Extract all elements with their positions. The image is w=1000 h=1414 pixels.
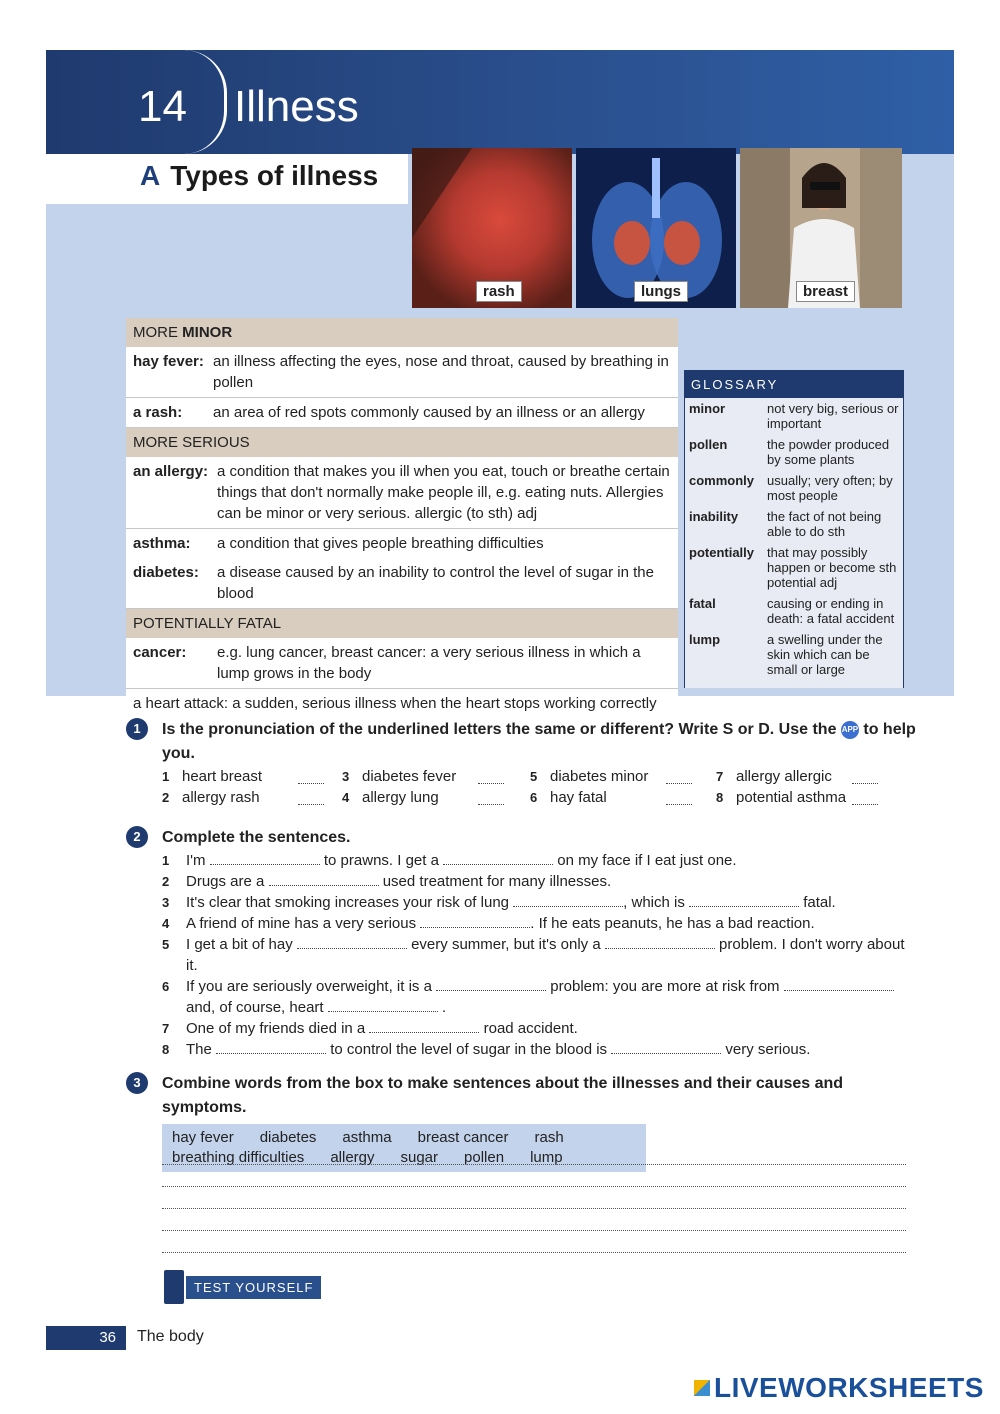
- sentence: 2 Drugs are a used treatment for many illnesses.: [162, 873, 612, 890]
- answer-blank[interactable]: [513, 892, 623, 907]
- notebook-icon: [164, 1270, 184, 1304]
- glossary-list: [685, 398, 903, 688]
- pron-item: 7 allergy allergic: [716, 768, 906, 785]
- test-yourself-button[interactable]: TEST YOURSELF: [164, 1270, 321, 1304]
- sentence: 8 The to control the level of sugar in the blood is very serious.: [162, 1041, 811, 1058]
- answer-blank[interactable]: [298, 790, 324, 805]
- pron-item: 3 diabetes fever: [342, 768, 530, 785]
- photo-label-lungs: lungs: [634, 281, 688, 302]
- answer-line[interactable]: [162, 1186, 906, 1187]
- answer-blank[interactable]: [852, 790, 878, 805]
- sentence: 6 If you are seriously overweight, it is a problem: you are more at risk from and, of course, heart .: [162, 976, 916, 1018]
- glossary-box: [684, 370, 904, 688]
- word-box-item: asthma: [342, 1129, 392, 1146]
- app-icon[interactable]: APP: [841, 721, 859, 739]
- category-more-minor: MORE MINOR: [126, 318, 678, 347]
- unit-number: 14: [138, 82, 187, 131]
- glossary-heading: GLOSSARY: [685, 371, 903, 398]
- sentence: 3 It's clear that smoking increases your risk of lung , which is fatal.: [162, 894, 836, 911]
- glossary-item: potentially that may possibly happen or become sth potential adj: [689, 545, 897, 590]
- word-box-item: breast cancer: [417, 1129, 509, 1146]
- word-box-row: [172, 1128, 636, 1148]
- sentence: 1 I'm to prawns. I get a on my face if I eat just one.: [162, 852, 737, 869]
- category-more-serious: MORE SERIOUS: [126, 428, 678, 457]
- pron-item: 2 allergy rash: [162, 789, 342, 806]
- glossary-item: lump a swelling under the skin which can be small or large: [689, 632, 883, 677]
- word-box-item: breathing difficulties: [172, 1149, 305, 1166]
- answer-line[interactable]: [162, 1208, 906, 1209]
- answer-blank[interactable]: [852, 769, 878, 784]
- answer-blank[interactable]: [269, 871, 379, 886]
- exercise-number: 1: [126, 718, 148, 740]
- word-box-item: diabetes: [259, 1129, 317, 1146]
- photo-lungs: [576, 148, 736, 308]
- exercise-number: 3: [126, 1072, 148, 1094]
- vocab-row-asthma: asthma: a condition that gives people breathing difficulties: [133, 535, 544, 552]
- word-box-item: pollen: [464, 1149, 505, 1166]
- word-box-item: lump: [530, 1149, 563, 1166]
- glossary-item: minor not very big, serious or important: [689, 401, 899, 431]
- answer-blank[interactable]: [298, 769, 324, 784]
- answer-line[interactable]: [162, 1252, 906, 1253]
- answer-blank[interactable]: [328, 997, 438, 1012]
- exercise-1-instruction: Is the pronunciation of the underlined letters the same or different? Write S or D. Use the APP to help you.: [162, 721, 916, 762]
- liveworksheets-logo: LIVEWORKSHEETS: [694, 1372, 984, 1404]
- exercise-1: [126, 718, 916, 806]
- sentence-list: [162, 850, 916, 1060]
- exercise-3: [126, 1072, 916, 1172]
- sentence: 7 One of my friends died in a road accident.: [162, 1020, 578, 1037]
- answer-blank[interactable]: [666, 790, 692, 805]
- photo-label-rash: rash: [476, 281, 522, 302]
- answer-blank[interactable]: [689, 892, 799, 907]
- photo-label-breast: breast: [796, 281, 855, 302]
- unit-title: Illness: [234, 82, 359, 131]
- answer-line[interactable]: [162, 1230, 906, 1231]
- answer-blank[interactable]: [210, 850, 320, 865]
- pron-item: 1 heart breast: [162, 768, 342, 785]
- vocab-row-hay-fever: hay fever: an illness affecting the eyes, nose and throat, caused by breathing in pollen: [126, 347, 678, 398]
- pron-item: 5 diabetes minor: [530, 768, 716, 785]
- photo-breast: [740, 148, 902, 308]
- word-box-item: sugar: [400, 1149, 439, 1166]
- word-box-item: allergy: [330, 1149, 375, 1166]
- answer-blank[interactable]: [784, 976, 894, 991]
- answer-line[interactable]: [162, 1164, 906, 1165]
- pron-item: 6 hay fatal: [530, 789, 716, 806]
- logo-icon: [694, 1380, 710, 1396]
- glossary-item: inability the fact of not being able to do sth: [689, 509, 882, 539]
- vocab-row-rash: a rash: an area of red spots commonly caused by an illness or an allergy: [126, 398, 678, 428]
- pron-item: 4 allergy lung: [342, 789, 530, 806]
- answer-blank[interactable]: [420, 913, 530, 928]
- footer-label: The body: [137, 1328, 204, 1345]
- vocab-row-heart-attack: a heart attack: a sudden, serious illness when the heart stops working correctly: [133, 695, 657, 712]
- sentence: 5 I get a bit of hay every summer, but it's only a problem. I don't worry about it.: [162, 936, 905, 974]
- pron-item: 8 potential asthma: [716, 789, 906, 806]
- answer-blank[interactable]: [369, 1018, 479, 1033]
- answer-blank[interactable]: [478, 769, 504, 784]
- exercise-2: [126, 826, 916, 1060]
- answer-blank[interactable]: [478, 790, 504, 805]
- exercise-2-instruction: Complete the sentences.: [162, 829, 351, 846]
- photo-rash: [412, 148, 572, 308]
- answer-blank[interactable]: [443, 850, 553, 865]
- answer-blank[interactable]: [611, 1039, 721, 1054]
- vocab-row-cancer: cancer: e.g. lung cancer, breast cancer: a very serious illness in which a lump grows in the body: [126, 638, 678, 689]
- glossary-item: pollen the powder produced by some plants: [689, 437, 890, 467]
- answer-blank[interactable]: [436, 976, 546, 991]
- word-box-item: rash: [534, 1129, 564, 1146]
- answer-blank[interactable]: [666, 769, 692, 784]
- exercise-3-instruction: Combine words from the box to make sentences about the illnesses and their causes and symptoms.: [162, 1075, 844, 1116]
- exercise-number: 2: [126, 826, 148, 848]
- vocab-row-allergy: an allergy: a condition that makes you ill when you eat, touch or breathe certain things that don't normally make people ill, e.g. eating nuts. Allergies can be minor or very serious. allergic (to sth) adj: [126, 457, 678, 529]
- glossary-item: fatal causing or ending in death: a fatal accident: [689, 596, 895, 626]
- section-title: A Types of illness: [140, 160, 379, 191]
- answer-blank[interactable]: [605, 934, 715, 949]
- answer-blank[interactable]: [216, 1039, 326, 1054]
- answer-blank[interactable]: [297, 934, 407, 949]
- word-box-row: [172, 1148, 636, 1168]
- vocab-row-diabetes: diabetes: a disease caused by an inability to control the level of sugar in the blood: [126, 558, 678, 609]
- page-number: 36: [46, 1326, 126, 1350]
- sentence: 4 A friend of mine has a very serious . If he eats peanuts, he has a bad reaction.: [162, 915, 815, 932]
- pronunciation-items: [162, 768, 916, 806]
- vocabulary-table: [126, 318, 678, 718]
- word-box-item: hay fever: [172, 1129, 234, 1146]
- category-potentially-fatal: POTENTIALLY FATAL: [126, 609, 678, 638]
- glossary-item: commonly usually; very often; by most people: [689, 473, 893, 503]
